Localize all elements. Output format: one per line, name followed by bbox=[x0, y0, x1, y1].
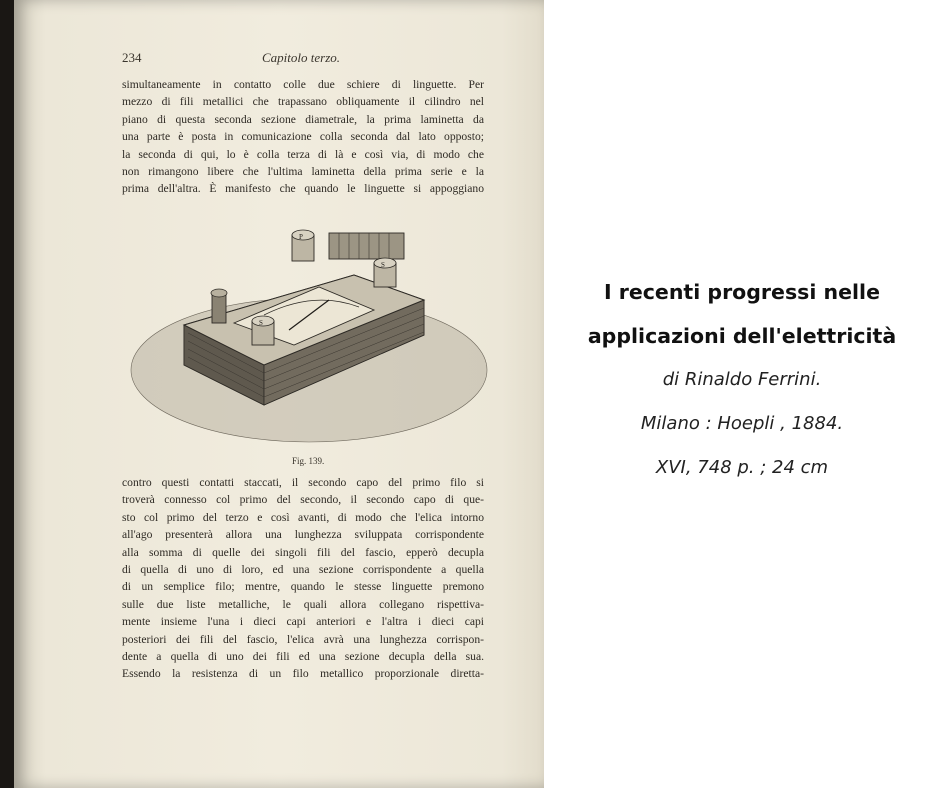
page-number: 234 bbox=[122, 50, 142, 65]
terminal-label-s-right: S bbox=[381, 261, 385, 269]
text-line: mezzo di fili metallici che trapassano obliquamente il cilindro nel bbox=[122, 95, 484, 109]
book-title-line-1: I recenti progressi nelle bbox=[604, 280, 880, 304]
book-extent: XVI, 748 p. ; 24 cm bbox=[655, 457, 829, 478]
book-publisher: Milano : Hoepli , 1884. bbox=[640, 413, 844, 434]
text-line: posteriori dei fili del fascio, l'elica avrà una lunghezza corrispon- bbox=[122, 632, 484, 646]
text-line: una parte è posta in comunicazione colla seconda dal lato opposto; bbox=[122, 130, 484, 144]
text-line: dente a quella di uno dei fili ed una sezione decupla della sua. bbox=[122, 650, 484, 664]
terminal-label-s-left: S bbox=[259, 319, 263, 327]
book-title-line-2: applicazioni dell'elettricità bbox=[587, 324, 897, 348]
text-line: sto col primo del terzo e così avanti, di modo che l'elica intorno bbox=[122, 510, 484, 524]
text-line: all'ago presenterà allora una lunghezza sviluppata corrispondente bbox=[122, 528, 484, 542]
text-line: sulle due liste metalliche, le quali allora collegano rispettiva- bbox=[122, 597, 484, 611]
text-line: prima dell'altra. È manifesto che quando le linguette si appoggiano bbox=[122, 182, 484, 196]
galvanometer-engraving bbox=[124, 215, 494, 450]
text-line: troverà connesso col primo del secondo, il secondo capo di que- bbox=[122, 493, 484, 507]
text-line: simultaneamente in contatto colle due schiere di linguette. Per bbox=[122, 78, 484, 91]
book-page bbox=[14, 0, 544, 788]
text-line: di quella di uno di loro, ed una sezione corrispondente a quella bbox=[122, 563, 484, 577]
running-title: Capitolo terzo. bbox=[262, 50, 341, 65]
catalog-caption bbox=[544, 270, 940, 490]
text-line: alla somma di quelle dei singoli fili del fascio, epperò decupla bbox=[122, 545, 484, 559]
text-line: non rimangono libere che l'ultima laminetta della prima serie e la bbox=[122, 165, 484, 179]
figure-caption: Fig. 139. bbox=[292, 456, 325, 466]
text-line: Essendo la resistenza di un filo metallico proporzionale diretta- bbox=[122, 667, 484, 681]
text-line: mente insieme l'una i dieci capi anteriori e l'altra i dieci capi bbox=[122, 615, 484, 629]
text-block-top bbox=[122, 76, 484, 198]
text-line: la seconda di qui, lo è colla terza di là e così via, di modo che bbox=[122, 147, 484, 161]
terminal-label-p: P bbox=[299, 233, 303, 241]
running-head bbox=[122, 50, 484, 66]
text-block-bottom bbox=[122, 474, 484, 683]
book-author: di Rinaldo Ferrini. bbox=[662, 369, 822, 390]
text-line: piano di questa seconda sezione diametrale, la prima laminetta da bbox=[122, 112, 484, 126]
text-line: contro questi contatti staccati, il secondo capo del primo filo si bbox=[122, 476, 484, 489]
text-line: di un semplice filo; mentre, quando le stesse linguette premono bbox=[122, 580, 484, 594]
